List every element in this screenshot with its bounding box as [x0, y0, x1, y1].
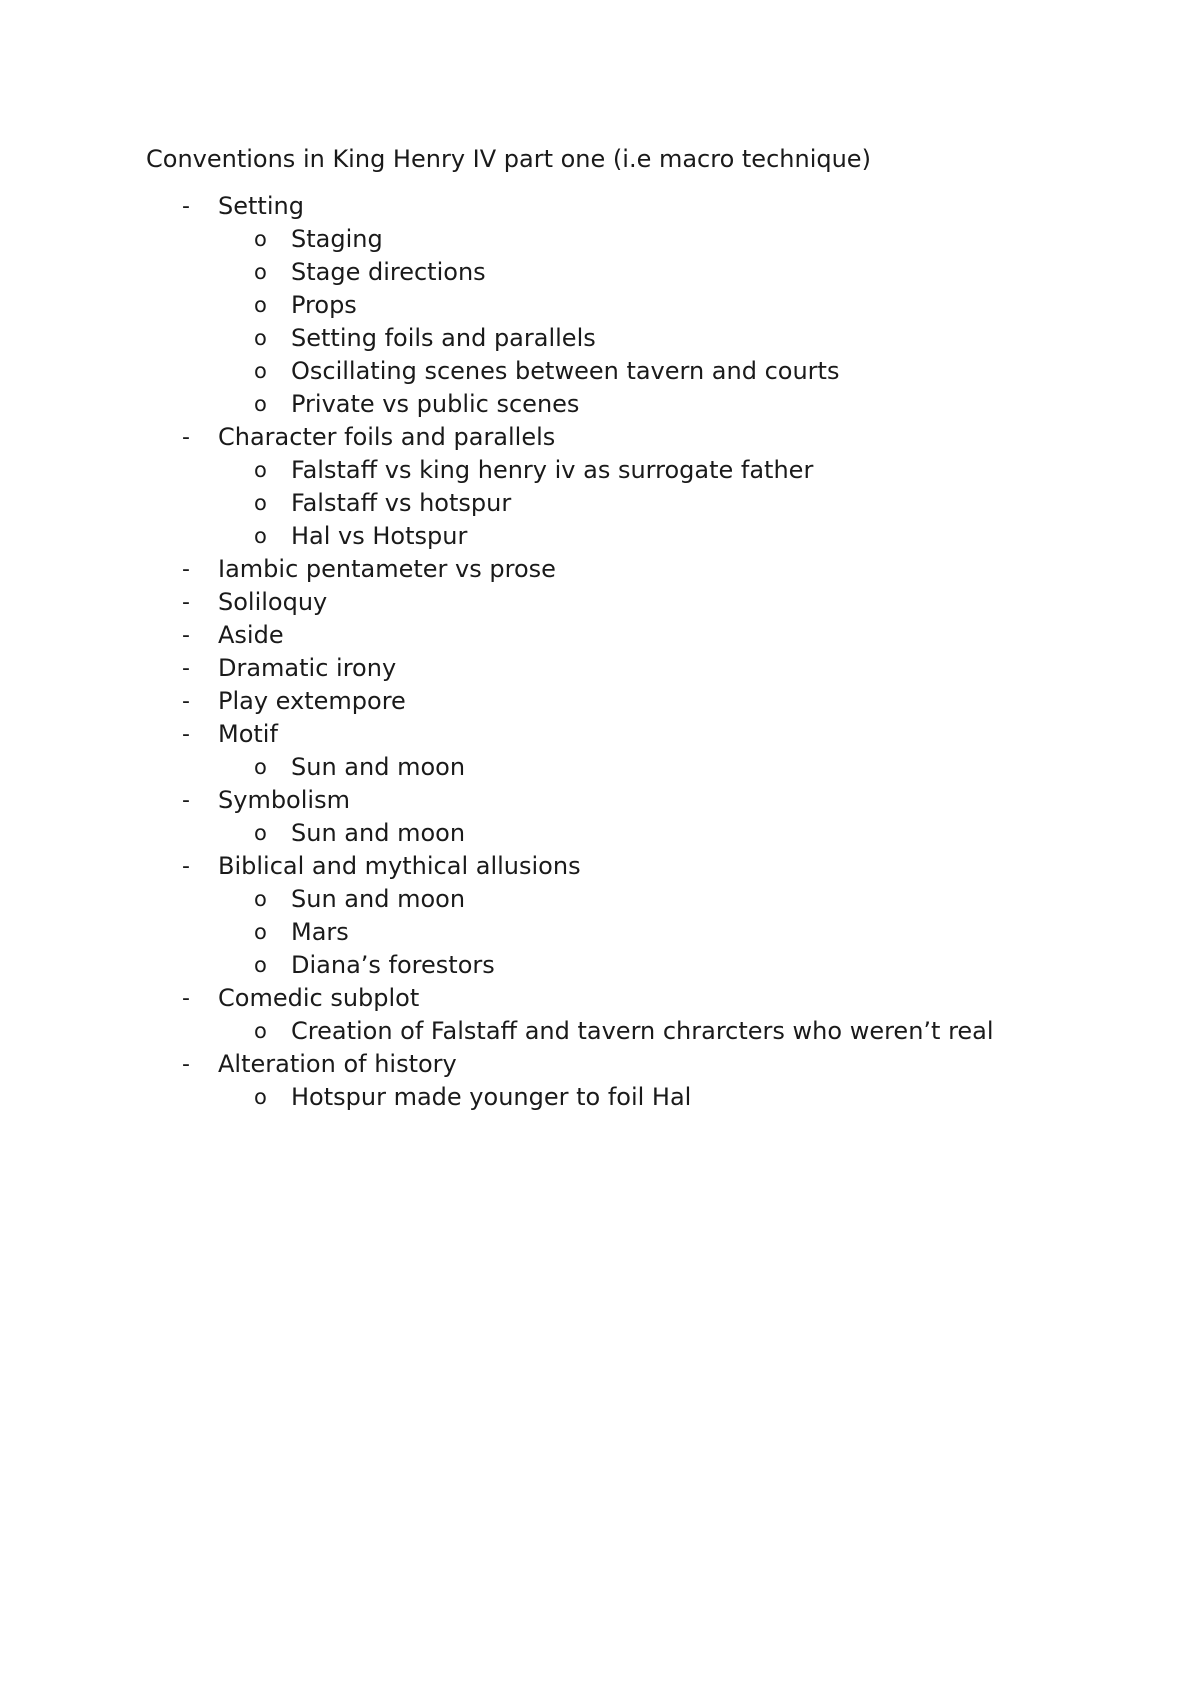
bullet-item [0, 685, 1200, 718]
bullet-text: Motif [218, 720, 278, 748]
bullet-text: Creation of Falstaff and tavern chrarcters who weren’t real [291, 1017, 994, 1045]
sub-bullet-item [0, 223, 1200, 256]
sub-bullet-item [0, 1015, 1200, 1048]
circle-bullet-icon: o [254, 1085, 267, 1109]
dash-bullet-icon: - [182, 590, 190, 615]
dash-bullet-icon: - [182, 689, 190, 714]
bullet-item [0, 850, 1200, 883]
bullet-text: Oscillating scenes between tavern and courts [291, 357, 840, 385]
bullet-item [0, 190, 1200, 223]
dash-bullet-icon: - [182, 854, 190, 879]
bullet-text: Falstaff vs king henry iv as surrogate father [291, 456, 814, 484]
bullet-item [0, 619, 1200, 652]
dash-bullet-icon: - [182, 722, 190, 747]
sub-bullet-item [0, 520, 1200, 553]
dash-bullet-icon: - [182, 557, 190, 582]
bullet-text: Stage directions [291, 258, 486, 286]
bullet-item [0, 553, 1200, 586]
bullet-text: Hotspur made younger to foil Hal [291, 1083, 692, 1111]
bullet-text: Props [291, 291, 357, 319]
sub-bullet-item [0, 256, 1200, 289]
circle-bullet-icon: o [254, 326, 267, 350]
dash-bullet-icon: - [182, 656, 190, 681]
circle-bullet-icon: o [254, 260, 267, 284]
circle-bullet-icon: o [254, 755, 267, 779]
bullet-item [0, 586, 1200, 619]
sub-bullet-item [0, 322, 1200, 355]
sub-bullet-item [0, 817, 1200, 850]
circle-bullet-icon: o [254, 953, 267, 977]
dash-bullet-icon: - [182, 1052, 190, 1077]
bullet-text: Alteration of history [218, 1050, 457, 1078]
sub-bullet-item [0, 949, 1200, 982]
bullet-text: Character foils and parallels [218, 423, 556, 451]
circle-bullet-icon: o [254, 359, 267, 383]
bullet-text: Sun and moon [291, 819, 466, 847]
bullet-item [0, 652, 1200, 685]
bullet-text: Dramatic irony [218, 654, 397, 682]
sub-bullet-item [0, 355, 1200, 388]
sub-bullet-item [0, 487, 1200, 520]
bullet-item [0, 784, 1200, 817]
bullet-item [0, 421, 1200, 454]
circle-bullet-icon: o [254, 920, 267, 944]
bullet-text: Sun and moon [291, 885, 466, 913]
bullet-item [0, 1048, 1200, 1081]
circle-bullet-icon: o [254, 524, 267, 548]
bullet-text: Falstaff vs hotspur [291, 489, 512, 517]
circle-bullet-icon: o [254, 227, 267, 251]
bullet-text: Comedic subplot [218, 984, 420, 1012]
bullet-text: Setting [218, 192, 304, 220]
bullet-outline [0, 190, 1200, 1114]
circle-bullet-icon: o [254, 491, 267, 515]
dash-bullet-icon: - [182, 425, 190, 450]
bullet-text: Soliloquy [218, 588, 328, 616]
dash-bullet-icon: - [182, 194, 190, 219]
circle-bullet-icon: o [254, 887, 267, 911]
sub-bullet-item [0, 388, 1200, 421]
sub-bullet-item [0, 751, 1200, 784]
bullet-text: Iambic pentameter vs prose [218, 555, 556, 583]
circle-bullet-icon: o [254, 821, 267, 845]
bullet-text: Diana’s forestors [291, 951, 495, 979]
circle-bullet-icon: o [254, 458, 267, 482]
sub-bullet-item [0, 1081, 1200, 1114]
bullet-text: Private vs public scenes [291, 390, 580, 418]
dash-bullet-icon: - [182, 986, 190, 1011]
bullet-item [0, 982, 1200, 1015]
dash-bullet-icon: - [182, 623, 190, 648]
sub-bullet-item [0, 454, 1200, 487]
bullet-text: Biblical and mythical allusions [218, 852, 581, 880]
bullet-text: Staging [291, 225, 383, 253]
dash-bullet-icon: - [182, 788, 190, 813]
sub-bullet-item [0, 916, 1200, 949]
sub-bullet-item [0, 883, 1200, 916]
circle-bullet-icon: o [254, 1019, 267, 1043]
bullet-text: Play extempore [218, 687, 406, 715]
bullet-text: Symbolism [218, 786, 350, 814]
bullet-item [0, 718, 1200, 751]
circle-bullet-icon: o [254, 392, 267, 416]
bullet-text: Aside [218, 621, 284, 649]
bullet-text: Hal vs Hotspur [291, 522, 468, 550]
circle-bullet-icon: o [254, 293, 267, 317]
bullet-text: Setting foils and parallels [291, 324, 596, 352]
document-title: Conventions in King Henry IV part one (i.e macro technique) [146, 145, 871, 173]
sub-bullet-item [0, 289, 1200, 322]
bullet-text: Mars [291, 918, 349, 946]
bullet-text: Sun and moon [291, 753, 466, 781]
